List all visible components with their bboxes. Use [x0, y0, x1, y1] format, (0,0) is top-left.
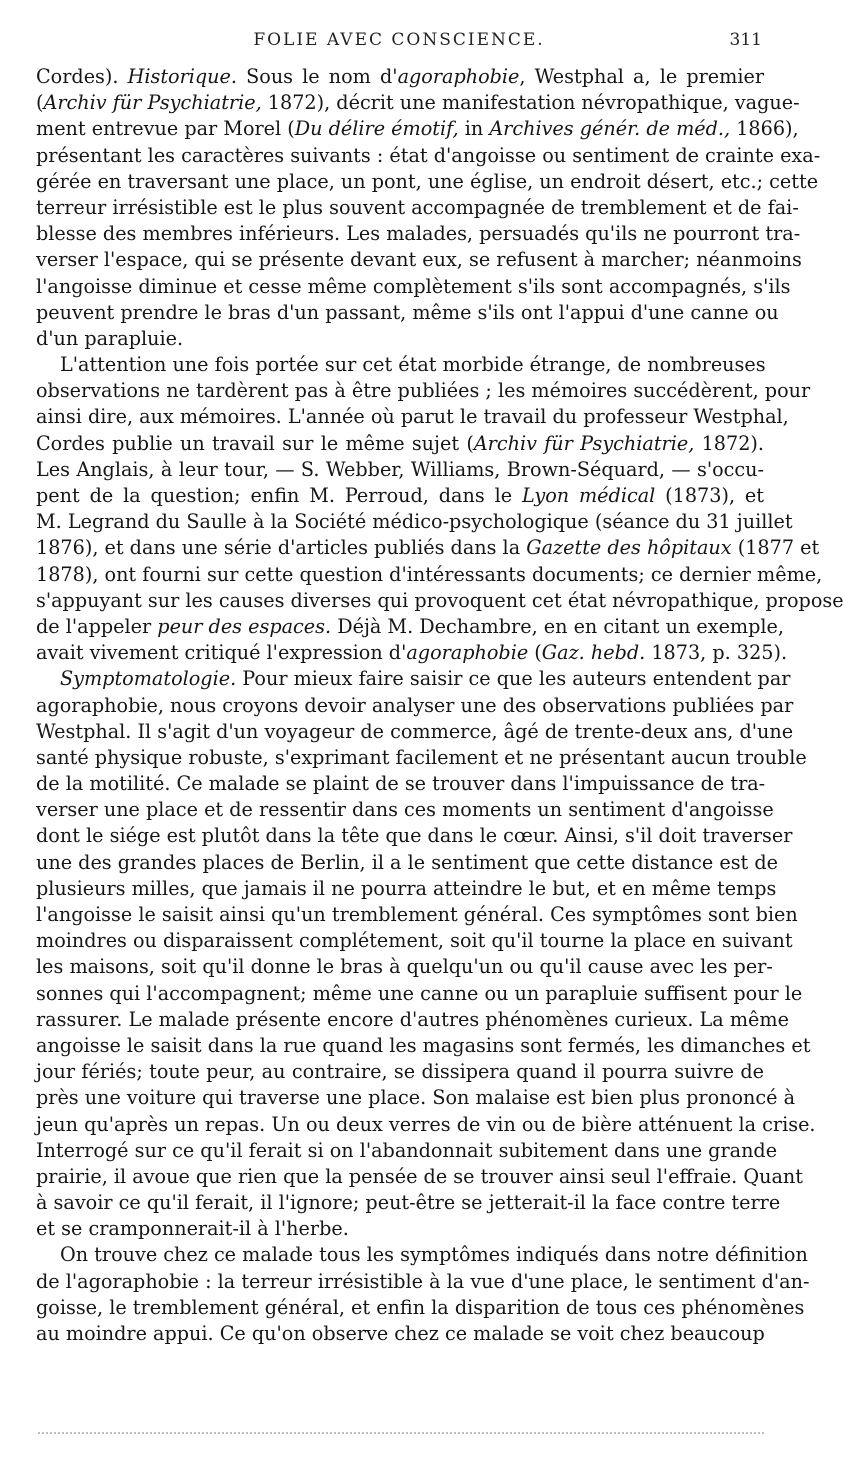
text-line: les maisons, soit qu'il donne le bras à quelqu'un ou qu'il cause avec les per-	[36, 955, 773, 979]
text-line: sonnes qui l'accompagnent; même une canne ou un parapluie suffisent pour le	[36, 981, 803, 1005]
text-line: de la motilité. Ce malade se plaint de se trouver dans l'impuissance de tra-	[36, 772, 766, 796]
text-line: angoisse le saisit dans la rue quand les magasins sont fermés, les dimanches et	[36, 1033, 811, 1057]
paragraph-symptomatologie	[36, 666, 816, 1242]
body-text	[36, 64, 844, 1347]
text-line: pent de la question; enfin M. Perroud, dans le Lyon médical (1873), et	[36, 484, 765, 507]
text-line: de l'appeler peur des espaces. Déjà M. Dechambre, en en citant un exemple,	[36, 614, 785, 638]
text-line: L'attention une fois portée sur cet état morbide étrange, de nombreuses	[60, 353, 766, 377]
page-header	[36, 30, 762, 60]
paragraph-historique	[36, 64, 821, 352]
text-line: jeun qu'après un repas. Un ou deux verres de vin ou de bière atténuent la crise.	[36, 1112, 816, 1136]
text-line: terreur irrésistible est le plus souvent accompagnée de tremblement et de fai-	[36, 195, 799, 219]
text-line: plusieurs milles, que jamais il ne pourra atteindre le but, et en même temps	[36, 876, 777, 900]
text-line: et se cramponnerait-il à l'herbe.	[36, 1217, 349, 1241]
text-line: l'angoisse diminue et cesse même complètement s'ils sont accompagnés, s'ils	[36, 274, 791, 298]
text-line: 1878), ont fourni sur cette question d'intéressants documents; ce dernier même,	[36, 562, 823, 586]
running-title: FOLIE AVEC CONSCIENCE.	[253, 30, 545, 50]
text-line: moindres ou disparaissent complétement, soit qu'il tourne la place en suivant	[36, 929, 793, 953]
text-line: s'appuyant sur les causes diverses qui provoquent cet état névropathique, propose	[36, 588, 844, 612]
text-line: prairie, il avoue que rien que la pensée de se trouver ainsi seul l'effraie. Quant	[36, 1164, 803, 1188]
text-line: agoraphobie, nous croyons devoir analyser une des observations publiées par	[36, 693, 794, 717]
text-line: présentant les caractères suivants : état d'angoisse ou sentiment de crainte exa-	[36, 143, 821, 167]
text-line: jour fériés; toute peur, au contraire, se dissipera quand il pourra suivre de	[36, 1060, 764, 1084]
text-line: santé physique robuste, s'exprimant facilement et ne présentant aucun trouble	[36, 745, 807, 769]
text-line: Interrogé sur ce qu'il ferait si on l'abandonnait subitement dans une grande	[36, 1138, 778, 1162]
paragraph-attention	[36, 352, 844, 666]
text-line: blesse des membres inférieurs. Les malades, persuadés qu'ils ne pourront tra-	[36, 222, 801, 246]
text-line: de l'agoraphobie : la terreur irrésistible à la vue d'une place, le sentiment d'an-	[36, 1269, 810, 1293]
text-line: l'angoisse le saisit ainsi qu'un tremblement général. Ces symptômes sont bien	[36, 903, 798, 926]
text-line: avait vivement critiqué l'expression d'agoraphobie (Gaz. hebd. 1873, p. 325).	[36, 641, 788, 665]
text-line: goisse, le tremblement général, et enfin la disparition de tous ces phénomènes	[36, 1295, 805, 1319]
bottom-rule	[38, 1432, 764, 1434]
text-line: ainsi dire, aux mémoires. L'année où parut le travail du professeur Westphal,	[36, 405, 789, 429]
text-line: rassurer. Le malade présente encore d'autres phénomènes curieux. La même	[36, 1007, 789, 1031]
text-line: près une voiture qui traverse une place. Son malaise est bien plus prononcé à	[36, 1086, 796, 1110]
text-line: observations ne tardèrent pas à être publiées ; les mémoires succédèrent, pour	[36, 379, 811, 403]
text-line: ment entrevue par Morel (Du délire émotif, in Archives génér. de méd., 1866),	[36, 117, 799, 141]
text-line: à savoir ce qu'il ferait, il l'ignore; peut-être se jetterait-il la face contre terre	[36, 1191, 781, 1215]
text-line: (Archiv für Psychiatrie, 1872), décrit une manifestation névropathique, vague-	[36, 91, 800, 115]
page-number: 311	[729, 30, 762, 50]
text-line: dont le siége est plutôt dans la tête que dans le cœur. Ainsi, s'il doit traverser	[36, 824, 793, 848]
text-line: verser une place et de ressentir dans ces moments un sentiment d'angoisse	[36, 798, 774, 822]
text-line: Cordes). Historique. Sous le nom d'agoraphobie, Westphal a, le premier	[36, 65, 765, 88]
text-line: une des grandes places de Berlin, il a le sentiment que cette distance est de	[36, 850, 779, 874]
text-line: d'un parapluie.	[36, 326, 184, 350]
text-line: Symptomatologie. Pour mieux faire saisir ce que les auteurs entendent par	[60, 667, 791, 691]
text-line: On trouve chez ce malade tous les symptômes indiqués dans notre définition	[60, 1243, 808, 1267]
text-line: verser l'espace, qui se présente devant eux, se refusent à marcher; néanmoins	[36, 248, 802, 272]
text-line: peuvent prendre le bras d'un passant, même s'ils ont l'appui d'une canne ou	[36, 300, 779, 324]
paragraph-definition	[36, 1242, 810, 1347]
text-line: gérée en traversant une place, un pont, une église, un endroit désert, etc.; cette	[36, 169, 819, 193]
text-line: 1876), et dans une série d'articles publiés dans la Gazette des hôpitaux (1877 et	[36, 536, 820, 560]
text-line: Westphal. Il s'agit d'un voyageur de commerce, âgé de trente-deux ans, d'une	[36, 719, 794, 743]
text-line: M. Legrand du Saulle à la Société médico-psychologique (séance du 31 juillet	[36, 510, 793, 534]
text-line: Cordes publie un travail sur le même sujet (Archiv für Psychiatrie, 1872).	[36, 431, 765, 455]
text-line: Les Anglais, à leur tour, — S. Webber, Williams, Brown-Séquard, — s'occu-	[36, 457, 764, 481]
text-line: au moindre appui. Ce qu'on observe chez ce malade se voit chez beaucoup	[36, 1322, 765, 1345]
